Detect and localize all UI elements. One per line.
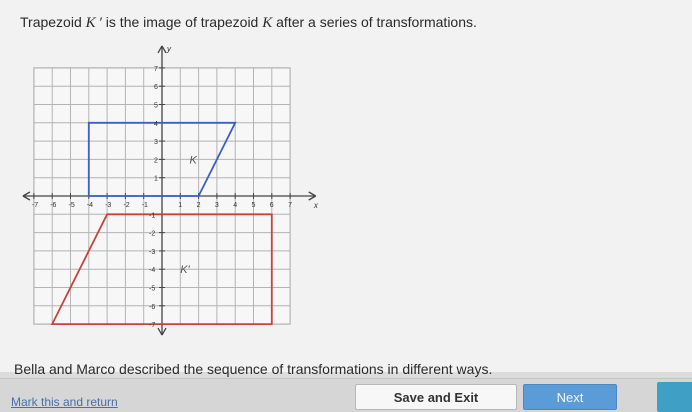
footer-bar (0, 378, 692, 412)
x-tick-label: -2 (123, 202, 130, 209)
y-tick-label: 4 (154, 120, 158, 128)
y-tick-label: 6 (154, 84, 158, 92)
question-part-3: after a series of transformations. (272, 14, 477, 30)
x-tick-label: 2 (196, 202, 201, 209)
side-panel-button[interactable] (657, 382, 692, 412)
x-tick-label: -3 (105, 202, 112, 209)
trapezoid-k-label: K (262, 15, 273, 31)
x-tick-label: -7 (31, 202, 39, 209)
question-text (20, 14, 477, 32)
y-tick-label: 2 (154, 157, 158, 165)
y-tick-label: -5 (149, 285, 156, 293)
save-and-exit-button[interactable]: Save and Exit (355, 384, 517, 410)
shape-label-k: K (189, 154, 197, 167)
x-tick-label: 1 (178, 202, 183, 209)
y-tick-label: -2 (149, 230, 156, 238)
question-part-1: Trapezoid (20, 14, 86, 30)
shape-label-k-prime: K′ (180, 264, 190, 277)
x-tick-label: -5 (68, 202, 75, 209)
y-tick-label: -1 (149, 212, 156, 220)
x-tick-label: 6 (269, 202, 274, 209)
x-tick-label: -6 (50, 202, 57, 209)
x-tick-label: 3 (214, 202, 219, 209)
y-tick-label: 7 (154, 65, 158, 73)
x-tick-label: 7 (288, 202, 293, 209)
x-axis-label: x (313, 201, 318, 210)
y-tick-label: 3 (154, 139, 158, 147)
x-tick-label: -1 (141, 202, 148, 209)
mark-and-return-link[interactable]: Mark this and return (11, 395, 118, 409)
x-tick-label: 4 (233, 202, 238, 209)
question-part-2: is the image of trapezoid (101, 14, 263, 30)
y-tick-label: 1 (154, 175, 158, 183)
coordinate-graph (28, 44, 328, 345)
x-tick-label: -4 (86, 202, 94, 209)
y-tick-label: -3 (149, 248, 156, 256)
x-tick-label: 5 (251, 202, 256, 209)
next-button[interactable]: Next (523, 384, 617, 410)
y-axis-label: y (167, 44, 171, 54)
y-tick-label: -7 (149, 322, 156, 330)
instruction-text: Bella and Marco described the sequence of transformations in different ways. (14, 361, 493, 377)
y-tick-label: -6 (149, 303, 156, 311)
y-tick-label: 5 (154, 102, 158, 110)
trapezoid-k-prime-label: K ′ (85, 15, 102, 31)
y-tick-label: -4 (149, 267, 156, 275)
